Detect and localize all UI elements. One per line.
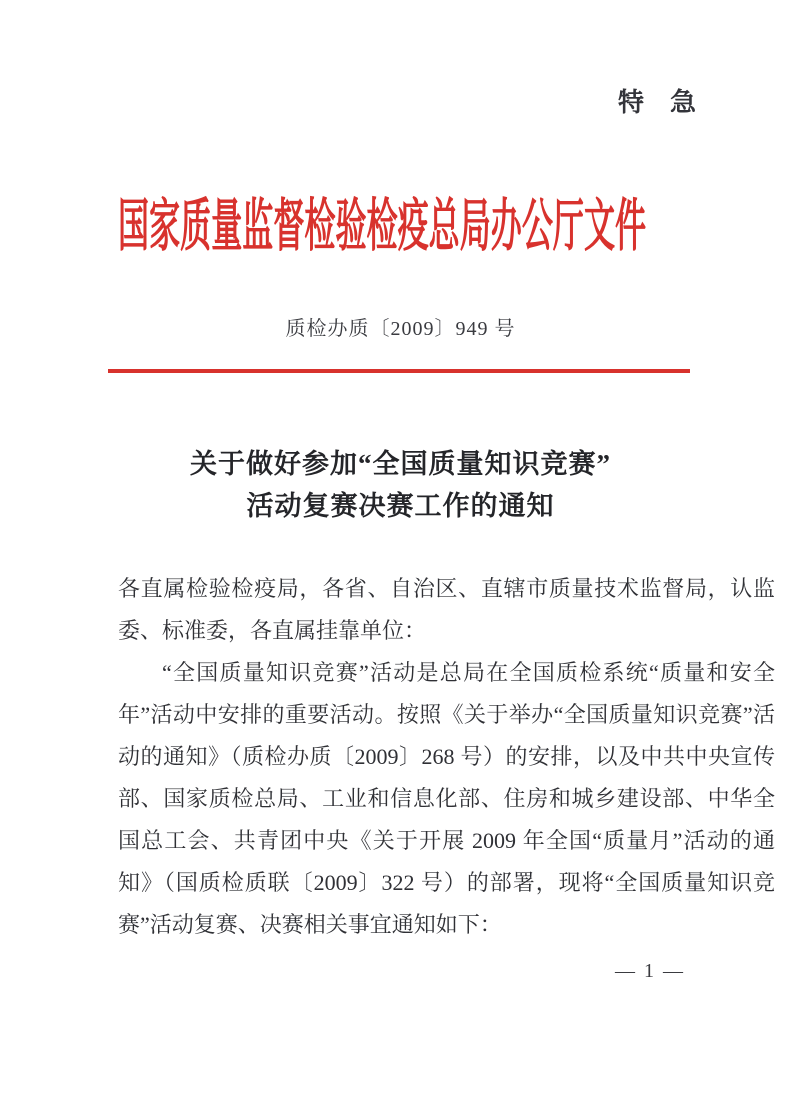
red-divider-line — [108, 369, 690, 373]
salutation-line: 各直属检验检疫局，各省、自治区、直辖市质量技术监督局，认监委、标准委，各直属挂靠单位： — [118, 576, 775, 643]
document-body — [118, 568, 775, 946]
letterhead-title: 国家质量监督检验检疫总局办公厅文件 — [118, 195, 647, 258]
document-title-line1: 关于做好参加“全国质量知识竞赛” — [190, 449, 611, 479]
document-number: 质检办质〔2009〕949 号 — [285, 318, 516, 340]
body-paragraph: “全国质量知识竞赛”活动是总局在全国质检系统“质量和安全年”活动中安排的重要活动。按照《关于举办“全国质量知识竞赛”活动的通知》（质检办质〔2009〕268 号）的安排，以及中共中央宣传部、国家质检总局、工业和信息化部、住房和城乡建设部、中华全国总工会、共青团中央《关于开展 2009 年全国“质量月”活动的通知》（国质检质联〔2009〕322 号）的部署，现将“全国质量知识竞赛”活动复赛、决赛相关事宜通知如下： — [118, 660, 775, 937]
document-title — [0, 443, 801, 527]
urgency-label: 特 急 — [618, 88, 697, 117]
page-number: — 1 — — [615, 960, 685, 982]
document-title-line2: 活动复赛决赛工作的通知 — [246, 491, 555, 521]
